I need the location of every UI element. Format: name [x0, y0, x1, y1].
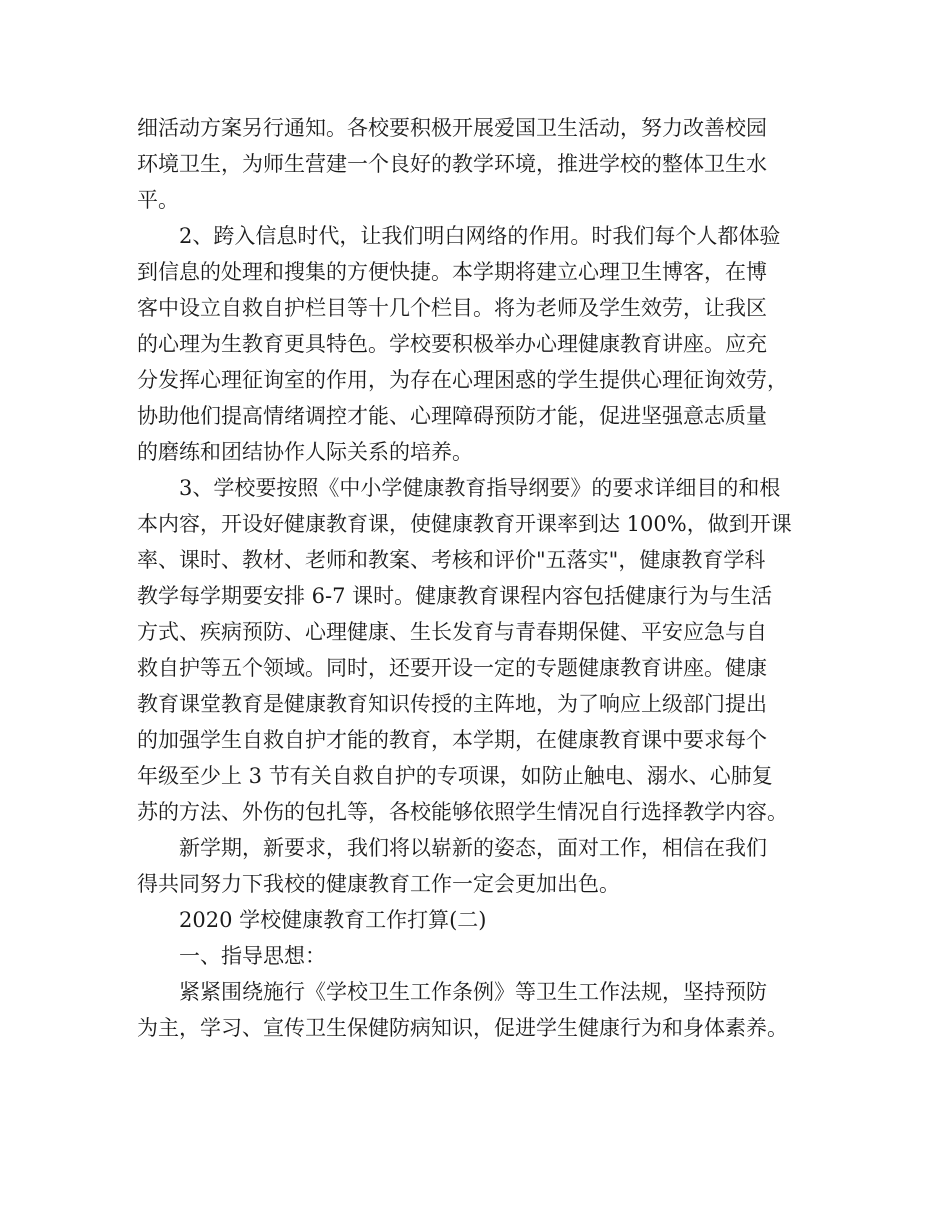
text-line: 救自护等五个领域。同时，还要开设一定的专题健康教育讲座。健康 — [137, 656, 767, 680]
text-line: 协助他们提高情绪调控才能、心理障碍预防才能，促进坚强意志质量 — [137, 404, 767, 428]
text-line: 为主，学习、宣传卫生保健防病知识，促进学生健康行为和身体素养。 — [137, 1016, 788, 1040]
paragraph-start-line: 3、学校要按照《中小学健康教育指导纲要》的要求详细目的和根 — [179, 476, 781, 500]
paragraph-start-line: 紧紧围绕施行《学校卫生工作条例》等卫生工作法规，坚持预防 — [179, 980, 767, 1004]
text-line: 的磨练和团结协作人际关系的培养。 — [137, 440, 473, 464]
text-line: 教学每学期要安排 6-7 课时。健康教育课程内容包括健康行为与生活 — [137, 584, 773, 608]
section-title: 2020 学校健康教育工作打算(二) — [179, 908, 487, 932]
text-line: 苏的方法、外伤的包扎等，各校能够依照学生情况自行选择教学内容。 — [137, 800, 788, 824]
text-line: 的心理为生教育更具特色。学校要积极举办心理健康教育讲座。应充 — [137, 332, 767, 356]
document-body — [137, 110, 827, 1046]
text-line: 得共同努力下我校的健康教育工作一定会更加出色。 — [137, 872, 620, 896]
text-line: 客中设立自救自护栏目等十几个栏目。将为老师及学生效劳，让我区 — [137, 296, 767, 320]
text-line: 细活动方案另行通知。各校要积极开展爱国卫生活动，努力改善校园 — [137, 116, 767, 140]
text-line: 的加强学生自救自护才能的教育，本学期，在健康教育课中要求每个 — [137, 728, 767, 752]
text-line: 率、课时、教材、老师和教案、考核和评价"五落实"，健康教育学科 — [137, 548, 766, 572]
paragraph-start-line: 新学期，新要求，我们将以崭新的姿态，面对工作，相信在我们 — [179, 836, 767, 860]
section-heading: 一、指导思想： — [179, 944, 326, 968]
text-line: 平。 — [137, 188, 179, 212]
text-line: 分发挥心理征询室的作用，为存在心理困惑的学生提供心理征询效劳， — [137, 368, 788, 392]
text-line: 环境卫生，为师生营建一个良好的教学环境，推进学校的整体卫生水 — [137, 152, 767, 176]
text-line: 方式、疾病预防、心理健康、生长发育与青春期保健、平安应急与自 — [137, 620, 767, 644]
paragraph-start-line: 2、跨入信息时代，让我们明白网络的作用。时我们每个人都体验 — [179, 224, 781, 248]
text-line: 到信息的处理和搜集的方便快捷。本学期将建立心理卫生博客，在博 — [137, 260, 767, 284]
text-line: 教育课堂教育是健康教育知识传授的主阵地，为了响应上级部门提出 — [137, 692, 767, 716]
text-line: 本内容，开设好健康教育课，使健康教育开课率到达 100%，做到开课 — [137, 512, 792, 536]
text-line: 年级至少上 3 节有关自救自护的专项课，如防止触电、溺水、心肺复 — [137, 764, 773, 788]
